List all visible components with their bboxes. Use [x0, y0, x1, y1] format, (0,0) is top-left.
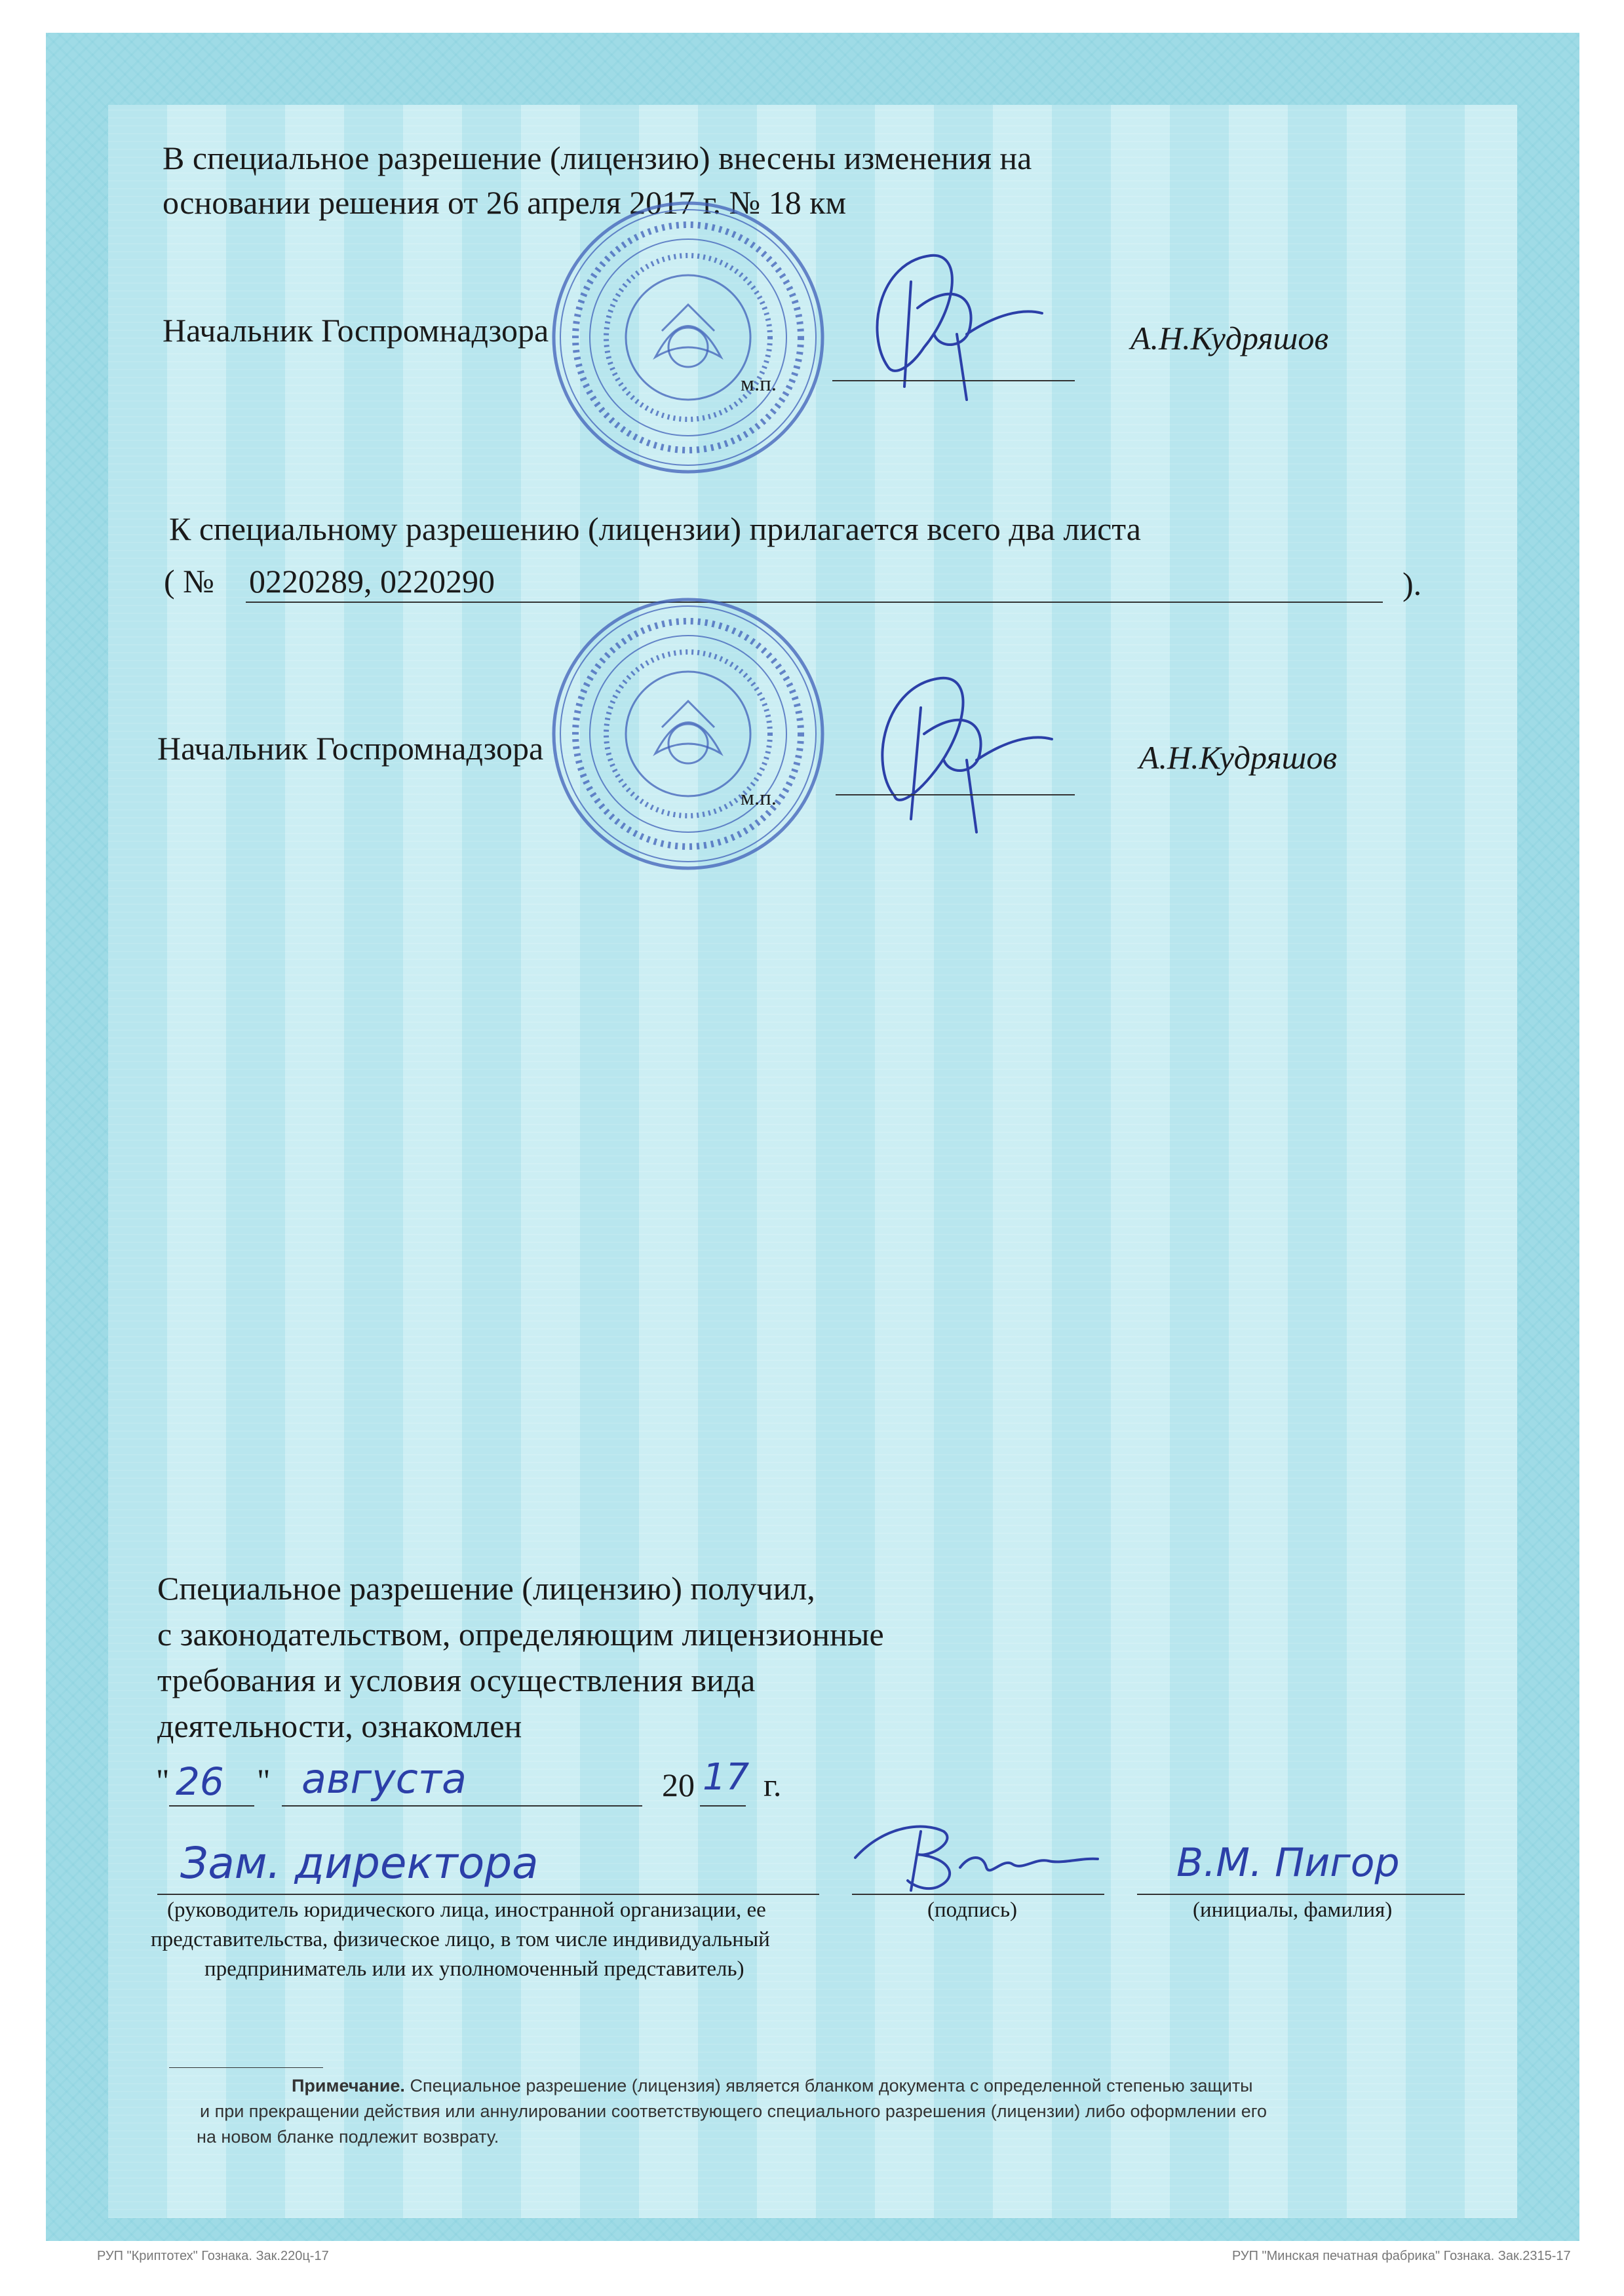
receipt-line-4: деятельности, ознакомлен — [157, 1708, 522, 1744]
date-quote-open: " — [156, 1762, 170, 1799]
signature-1-line — [832, 380, 1075, 381]
attachment-open: ( № — [164, 563, 214, 600]
holder-position: Зам. директора — [180, 1838, 539, 1888]
signatory-1-title: Начальник Госпромнадзора — [163, 312, 549, 349]
holder-signature — [845, 1818, 1108, 1904]
signatory-2-name: А.Н.Кудряшов — [1139, 739, 1338, 776]
seal-1-mark: м.п. — [741, 372, 777, 396]
caption-initials: (инициалы, фамилия) — [1193, 1898, 1393, 1922]
caption-role-3: предприниматель или их уполномоченный представитель) — [204, 1957, 744, 1981]
date-year-end: г. — [764, 1767, 782, 1803]
receipt-line-1: Специальное разрешение (лицензию) получил, — [157, 1570, 815, 1607]
holder-initials: В.М. Пигор — [1176, 1840, 1400, 1886]
holder-initials-line — [1137, 1894, 1465, 1895]
attachment-line-1: К специальному разрешению (лицензии) прилагается всего два листа — [169, 510, 1141, 547]
caption-signature: (подпись) — [927, 1898, 1017, 1922]
note-line-1: Специальное разрешение (лицензия) является бланком документа с определенной степенью защиты — [410, 2076, 1253, 2095]
footer-left: РУП "Криптотех" Гознака. Зак.220ц-17 — [97, 2249, 329, 2263]
attachment-numbers: 0220289, 0220290 — [249, 563, 495, 600]
note-separator — [169, 2067, 323, 2068]
date-month-line — [282, 1805, 642, 1807]
signature-2 — [832, 655, 1068, 839]
seal-2-mark: м.п. — [741, 786, 777, 810]
date-year-line — [700, 1805, 746, 1807]
holder-signature-line — [852, 1894, 1104, 1895]
footer-right: РУП "Минская печатная фабрика" Гознака. Зак.2315-17 — [1232, 2249, 1571, 2263]
signatory-1-name: А.Н.Кудряшов — [1131, 320, 1329, 356]
signature-2-line — [836, 794, 1075, 795]
caption-role-2: представительства, физическое лицо, в том числе индивидуальный — [151, 1928, 770, 1951]
caption-role-1: (руководитель юридического лица, иностранной организации, ее — [167, 1898, 766, 1922]
date-year-prefix: 20 — [662, 1767, 695, 1803]
date-quote-close: " — [257, 1762, 271, 1799]
date-month: августа — [301, 1755, 467, 1803]
date-year-suffix: 17 — [703, 1756, 750, 1799]
note-line-3: на новом бланке подлежит возврату. — [197, 2127, 499, 2147]
attachment-close: ). — [1402, 565, 1422, 602]
amendment-line-1: В специальное разрешение (лицензию) внесены изменения на — [163, 140, 1032, 176]
receipt-line-3: требования и условия осуществления вида — [157, 1662, 756, 1698]
note-line-2: и при прекращении действия или аннулировании соответствующего специального разрешения (лицензии) либо оформлении его — [200, 2101, 1267, 2121]
signatory-2-title: Начальник Госпромнадзора — [157, 730, 544, 767]
receipt-line-2: с законодательством, определяющим лицензионные — [157, 1616, 884, 1653]
note-label: Примечание. — [292, 2076, 405, 2095]
official-seal-2 — [547, 593, 829, 875]
date-day-line — [169, 1805, 254, 1807]
official-seal-1 — [547, 197, 829, 478]
date-day: 26 — [176, 1759, 224, 1804]
amendment-line-2: основании решения от 26 апреля 2017 г. № 18 км — [163, 184, 847, 221]
holder-position-line — [157, 1894, 819, 1895]
